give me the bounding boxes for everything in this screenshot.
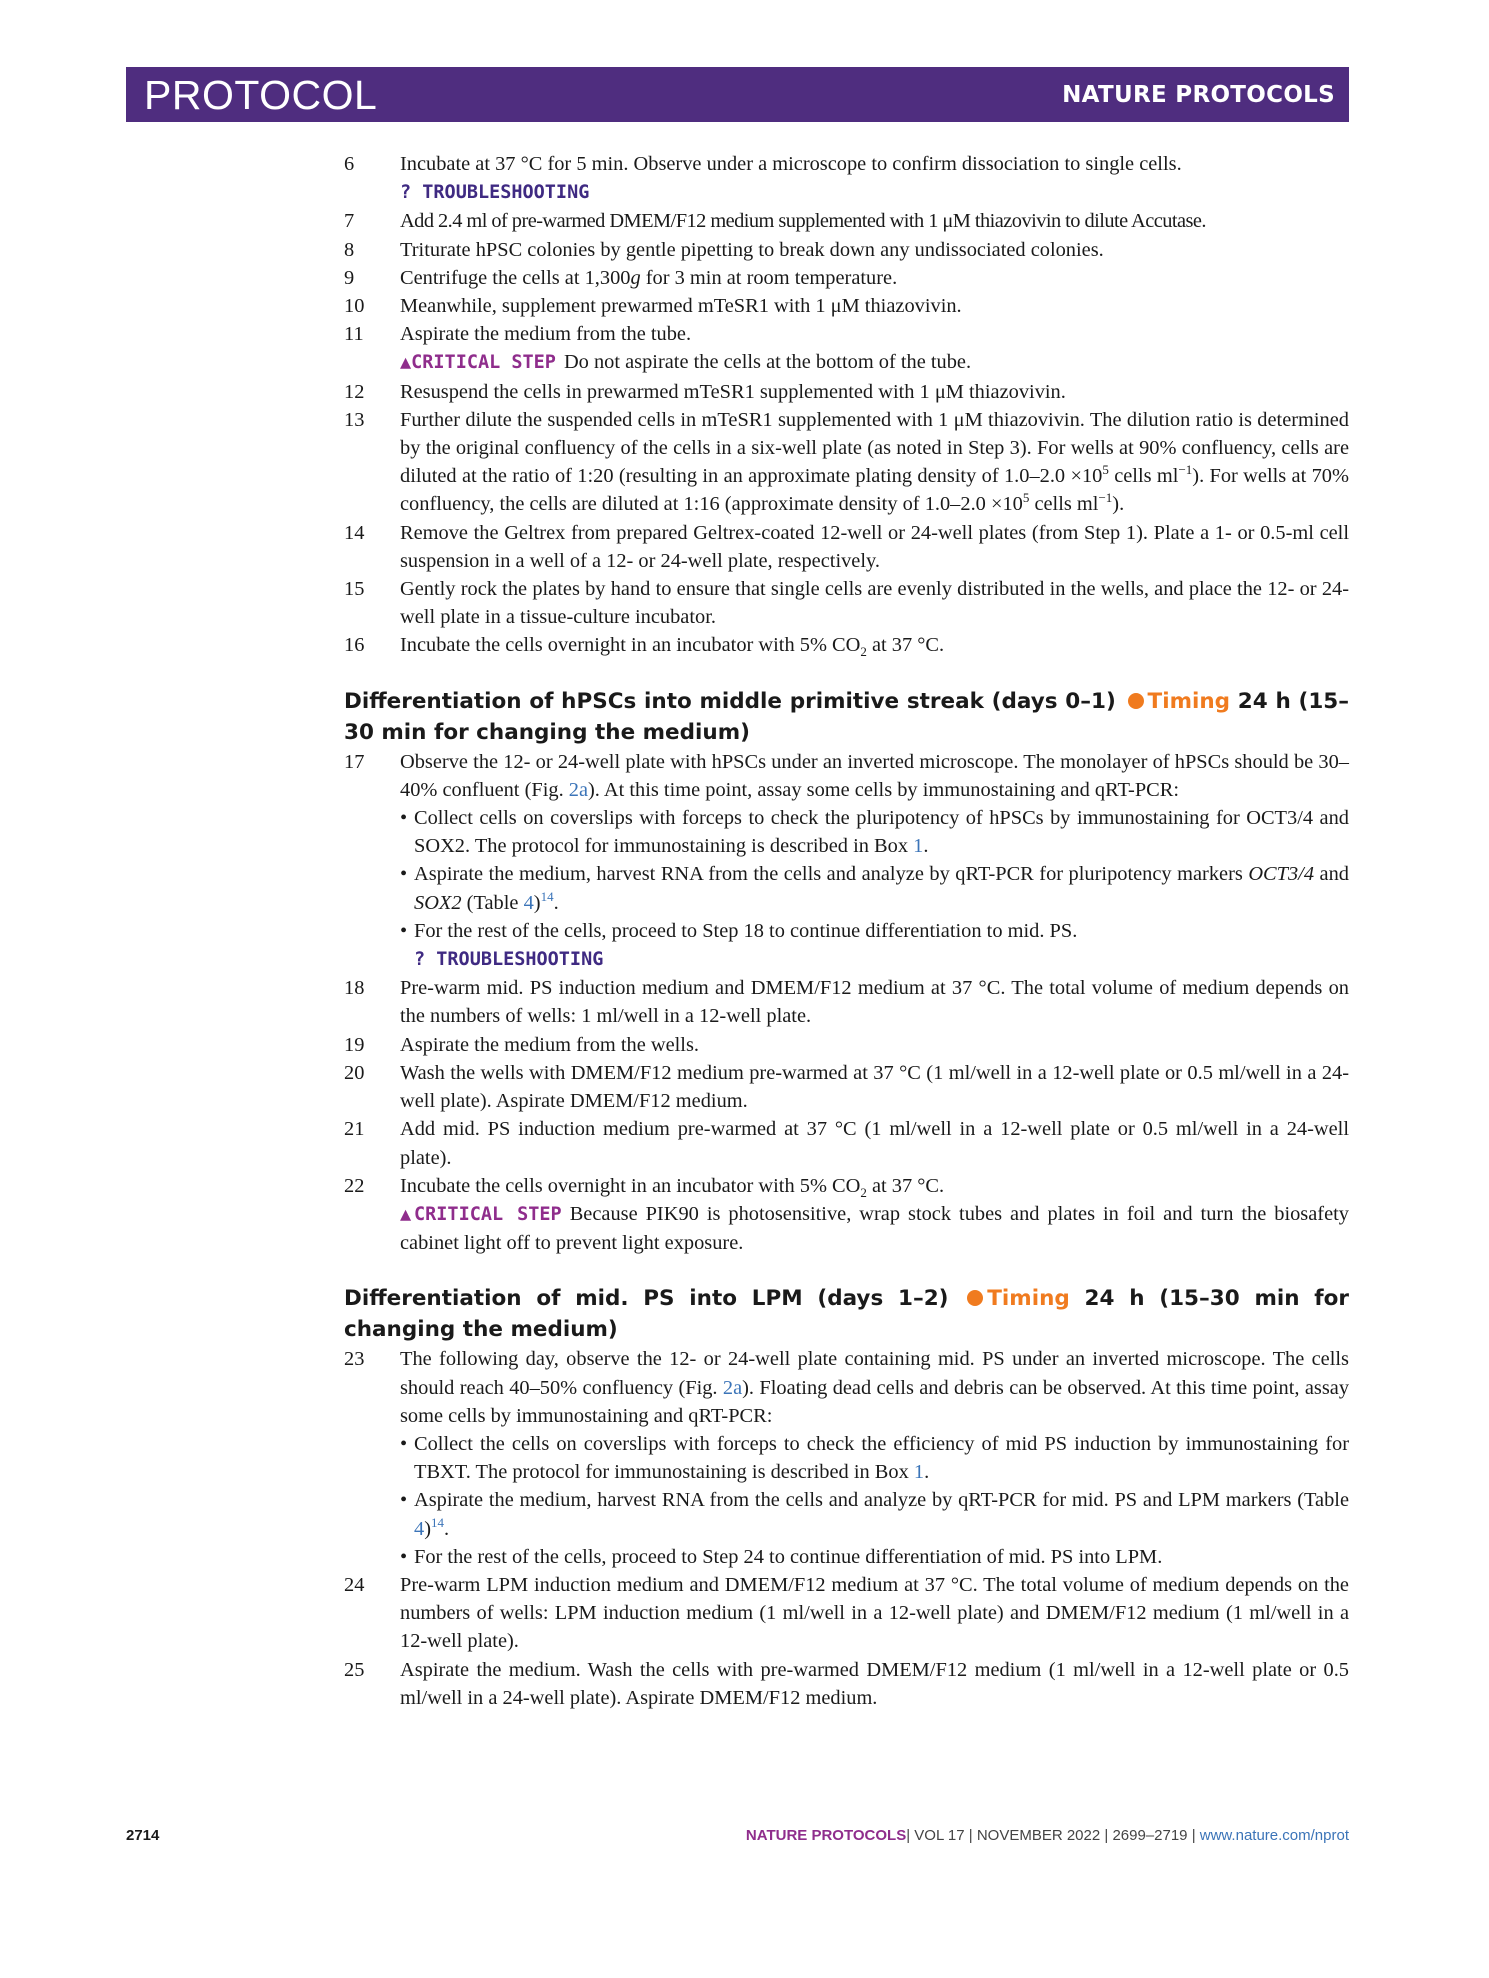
table-link[interactable]: 4: [523, 891, 534, 914]
bullet-item: [400, 1486, 1349, 1542]
section-title: Differentiation of mid. PS into LPM (days 1–2): [344, 1286, 949, 1312]
g-force-unit: g: [630, 266, 641, 289]
bullet-text: Aspirate the medium, harvest RNA from the cells and analyze by qRT-PCR for pluripotency markers: [414, 863, 1249, 886]
bullet-text: (Table: [461, 891, 524, 914]
step-number: 8: [344, 238, 355, 261]
step-14: [344, 519, 1349, 575]
bullet-text: Collect cells on coverslips with forceps to check the pluripotency of hPSCs by immunostaining for OCT3/4 and SOX2. The protocol for immunostaining is described in Box: [414, 807, 1349, 858]
timing-value: 24 h (15–30 min for changing the medium): [344, 688, 1349, 745]
bullet-text: and: [1314, 863, 1349, 886]
step-text: ). Floating dead cells and debris can be observed. At this time point, assay some cells by immunostaining and qRT-PCR:: [400, 1376, 1350, 1427]
page-header-banner: [126, 67, 1349, 122]
protocol-body: [344, 150, 1350, 1712]
bullet-text: ): [533, 891, 541, 914]
troubleshooting-link[interactable]: ? TROUBLESHOOTING: [414, 949, 604, 971]
step-11: [344, 320, 1349, 377]
box-link[interactable]: 1: [913, 835, 924, 858]
step-number: 18: [344, 977, 365, 1000]
step-number: 24: [344, 1573, 365, 1596]
exponent: 5: [1022, 490, 1030, 506]
table-link[interactable]: 4: [414, 1517, 425, 1540]
bullet-item: [400, 804, 1349, 860]
bullet-text: .: [553, 891, 559, 914]
step-text: Further dilute the suspended cells in mTeSR1 supplemented with 1 μM thiazovivin. The dilution ratio is determined by the original confluency of the cells in a six-well plate (as noted in Step 3). For wells at 90% confluency, cells are diluted at the ratio of 1:20 (resulting in an approximate plating density of 1.0–2.0 ×10: [400, 408, 1349, 488]
step-text: Incubate the cells overnight in an incubator with 5% CO: [400, 1174, 861, 1197]
bullet-text: ): [424, 1517, 431, 1540]
step-text: Add 2.4 ml of pre-warmed DMEM/F12 medium supplemented with 1 μM thiazovivin to dilute Accutase.: [400, 210, 1206, 233]
critical-step-label: ▲CRITICAL STEP: [400, 352, 556, 374]
bullet-icon: •: [400, 863, 408, 886]
step-7: [344, 207, 1349, 235]
journal-label: NATURE PROTOCOLS: [1062, 82, 1335, 108]
page-number: 2714: [126, 1827, 160, 1844]
step-21: [344, 1115, 1349, 1171]
step-number: 6: [344, 153, 355, 175]
step-text: Aspirate the medium from the tube.: [400, 323, 692, 346]
step-8: [344, 236, 1349, 264]
step-number: 14: [344, 521, 365, 544]
step-text: for 3 min at room temperature.: [640, 266, 898, 289]
footer-journal: NATURE PROTOCOLS: [745, 1827, 907, 1844]
bullet-icon: •: [400, 807, 408, 830]
exponent: −1: [1098, 490, 1113, 506]
step-text: Gently rock the plates by hand to ensure that single cells are evenly distributed in the wells, and place the 12- or 24-well plate in a tissue-culture incubator.: [400, 578, 1349, 629]
bullet-item: [400, 860, 1349, 916]
section-heading-mid-ps: [344, 686, 1349, 748]
gene-name: SOX2: [414, 891, 462, 914]
step-18: [344, 974, 1349, 1030]
step-text: at 37 °C.: [866, 1174, 945, 1197]
figure-link[interactable]: 2a: [568, 778, 589, 801]
footer-citation: [746, 1827, 1349, 1844]
step-text: Triturate hPSC colonies by gentle pipetting to break down any undissociated colonies.: [400, 238, 1104, 261]
journal-url-link[interactable]: www.nature.com/nprot: [1199, 1827, 1349, 1844]
step-text: Resuspend the cells in prewarmed mTeSR1 supplemented with 1 μM thiazovivin.: [400, 380, 1066, 403]
step-number: 7: [344, 210, 355, 233]
step-number: 13: [344, 408, 365, 431]
step-text: Pre-warm mid. PS induction medium and DMEM/F12 medium at 37 °C. The total volume of medium depends on the numbers of wells: 1 ml/well in a 12-well plate.: [400, 977, 1349, 1028]
bullet-text: .: [444, 1517, 450, 1540]
step-24: [344, 1571, 1349, 1656]
step-text: ). At this time point, assay some cells by immunostaining and qRT-PCR:: [588, 778, 1180, 801]
citation-link[interactable]: 14: [540, 888, 554, 904]
bullet-icon: •: [400, 919, 408, 942]
step-text: Remove the Geltrex from prepared Geltrex-coated 12-well or 24-well plates (from Step 1). Plate a 1- or 0.5-ml cell suspension in a well of a 12- or 24-well plate, respectively.: [400, 521, 1349, 572]
bullet-text: For the rest of the cells, proceed to Step 18 to continue differentiation to mid. PS.: [414, 919, 1078, 942]
step-text: at 37 °C.: [866, 634, 945, 657]
section-label: PROTOCOL: [144, 72, 378, 118]
timing-dot-icon: [1128, 693, 1144, 709]
step-text: Wash the wells with DMEM/F12 medium pre-warmed at 37 °C (1 ml/well in a 12-well plate or 0.5 ml/well in a 24-well plate). Aspirate DMEM/F12 medium.: [400, 1061, 1349, 1113]
step-17: [344, 748, 1349, 975]
step-number: 22: [344, 1174, 365, 1197]
step-text: ). For wells at 70% confluency, the cells are diluted at 1:16 (approximate density of 1.0–2.0 ×10: [400, 465, 1349, 516]
step-text: Aspirate the medium. Wash the cells with pre-warmed DMEM/F12 medium (1 ml/well in a 12-well plate or 0.5 ml/well in a 24-well plate). Aspirate DMEM/F12 medium.: [400, 1658, 1349, 1709]
timing-dot-icon: [967, 1290, 983, 1306]
exponent: −1: [1178, 462, 1193, 478]
step-number: 20: [344, 1061, 365, 1084]
step-number: 15: [344, 578, 365, 601]
citation-link[interactable]: 14: [431, 1514, 444, 1530]
step-12: [344, 378, 1349, 406]
step-number: 16: [344, 634, 365, 657]
subscript: 2: [860, 644, 867, 660]
bullet-icon: •: [400, 1545, 408, 1568]
step-text: Observe the 12- or 24-well plate with hPSCs under an inverted microscope. The monolayer of hPSCs should be 30–40% confluent (Fig.: [400, 750, 1349, 801]
bullet-icon: •: [400, 1489, 408, 1512]
step-text: Aspirate the medium from the wells.: [400, 1033, 699, 1056]
bullet-item: [400, 1430, 1349, 1486]
step-text: Add mid. PS induction medium pre-warmed at 37 °C (1 ml/well in a 12-well plate or 0.5 ml/well in a 24-well plate).: [400, 1118, 1349, 1169]
step-13: [344, 406, 1349, 519]
subscript: 2: [860, 1184, 867, 1200]
critical-step-label: ▲CRITICAL STEP: [400, 1203, 562, 1225]
exponent: 5: [1102, 462, 1109, 478]
step-number: 25: [344, 1658, 365, 1681]
bullet-item: [400, 917, 1349, 974]
timing-value: 24 h (15–30 min for changing the medium): [344, 1286, 1350, 1343]
bullet-text: .: [924, 1461, 930, 1484]
box-link[interactable]: 1: [913, 1461, 925, 1484]
timing-label: Timing: [987, 1286, 1070, 1312]
step-number: 12: [344, 380, 365, 403]
step-9: [344, 264, 1349, 292]
footer-volume-info: | VOL 17 | NOVEMBER 2022 | 2699–2719 |: [906, 1827, 1200, 1844]
step-20: [344, 1059, 1349, 1115]
critical-step-text: Do not aspirate the cells at the bottom of the tube.: [563, 351, 972, 374]
section-heading-lpm: [344, 1283, 1349, 1345]
step-22: [344, 1172, 1349, 1258]
step-25: [344, 1656, 1349, 1712]
timing-label: Timing: [1147, 688, 1231, 714]
step-6: [344, 150, 1349, 207]
step-text: The following day, observe the 12- or 24-well plate containing mid. PS under an inverted microscope. The cells should reach 40–50% confluency (Fig.: [400, 1348, 1349, 1399]
section-title: Differentiation of hPSCs into middle primitive streak (days 0–1): [344, 688, 1116, 714]
page-footer: [126, 1827, 1349, 1851]
step-text: ).: [1112, 493, 1125, 516]
step-text: Incubate the cells overnight in an incubator with 5% CO: [400, 634, 861, 657]
step-number: 9: [344, 266, 355, 289]
bullet-item: [400, 1543, 1349, 1571]
step-23: [344, 1345, 1350, 1571]
critical-step-text: Because PIK90 is photosensitive, wrap stock tubes and plates in foil and turn the biosafety cabinet light off to prevent light exposure.: [400, 1202, 1349, 1255]
gene-name: OCT3/4: [1248, 863, 1315, 886]
step-19: [344, 1031, 1349, 1059]
step-text: Pre-warm LPM induction medium and DMEM/F12 medium at 37 °C. The total volume of medium depends on the numbers of wells: LPM induction medium (1 ml/well in a 12-well plate) and DMEM/F12 medium (1 ml/well in a 12-well plate).: [400, 1573, 1349, 1653]
step-number: 17: [344, 750, 365, 773]
bullet-text: .: [923, 835, 929, 858]
step-text: Meanwhile, supplement prewarmed mTeSR1 with 1 μM thiazovivin.: [400, 295, 962, 318]
step-number: 19: [344, 1033, 365, 1056]
step-text: Incubate at 37 °C for 5 min. Observe under a microscope to confirm dissociation to single cells.: [400, 153, 1182, 175]
step-15: [344, 575, 1349, 631]
bullet-text: For the rest of the cells, proceed to Step 24 to continue differentiation of mid. PS into LPM.: [414, 1545, 1163, 1568]
bullet-text: Aspirate the medium, harvest RNA from the cells and analyze by qRT-PCR for mid. PS and LPM markers (Table: [414, 1489, 1349, 1512]
bullet-text: Collect the cells on coverslips with forceps to check the efficiency of mid PS induction by immunostaining for TBXT. The protocol for immunostaining is described in Box: [414, 1432, 1349, 1484]
troubleshooting-link[interactable]: ? TROUBLESHOOTING: [400, 182, 590, 204]
step-text: cells ml: [1029, 493, 1099, 516]
figure-link[interactable]: 2a: [722, 1376, 743, 1399]
step-number: 11: [344, 323, 364, 346]
step-number: 10: [344, 295, 365, 318]
step-number: 21: [344, 1118, 365, 1141]
step-16: [344, 631, 1349, 660]
bullet-icon: •: [400, 1432, 408, 1455]
step-10: [344, 292, 1349, 320]
step-number: 23: [344, 1348, 365, 1371]
step-text: cells ml: [1108, 465, 1179, 488]
step-text: Centrifuge the cells at 1,300: [400, 266, 631, 289]
